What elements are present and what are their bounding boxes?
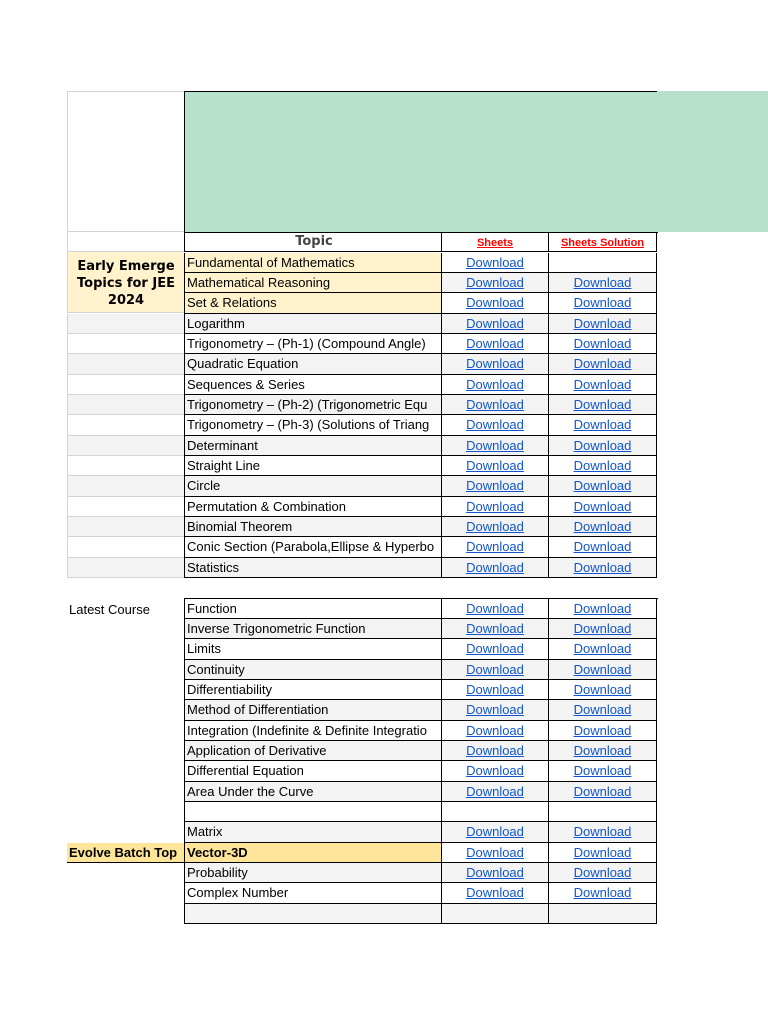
header-band-left-border <box>184 91 185 232</box>
sheet-download-link[interactable]: Download <box>466 417 524 432</box>
sheet-cell <box>441 680 548 700</box>
topic-cell-circle: Circle <box>184 476 441 497</box>
sheet-download-link[interactable]: Download <box>466 499 524 514</box>
sheet-cell <box>441 639 548 660</box>
sheet-download-link[interactable]: Download <box>466 641 524 656</box>
solution-download-link[interactable]: Download <box>573 601 632 616</box>
solution-download-link[interactable]: Download <box>573 763 632 778</box>
sheet-download-link[interactable]: Download <box>466 316 524 331</box>
sheet-download-link[interactable]: Download <box>466 845 524 860</box>
topic-cell-blank <box>184 802 441 822</box>
header-sheets: Sheets <box>476 237 514 249</box>
row-label-cell <box>67 334 184 354</box>
sheet-download-link[interactable]: Download <box>466 356 524 371</box>
sheet-cell <box>441 476 548 497</box>
solution-download-link[interactable]: Download <box>573 621 632 636</box>
topic-cell-complex-number: Complex Number <box>184 883 441 904</box>
solution-cell <box>548 822 657 843</box>
sheet-download-link[interactable]: Download <box>466 885 524 900</box>
sheet-cell <box>441 904 548 924</box>
sheet-cell <box>441 293 548 314</box>
sheet-download-link[interactable]: Download <box>466 438 524 453</box>
sheet-cell <box>441 558 548 578</box>
sheet-download-link[interactable]: Download <box>466 539 524 554</box>
topic-cell-mathematical-reasoning: Mathematical Reasoning <box>184 273 441 293</box>
topic-cell-inverse-trigonometric-function: Inverse Trigonometric Function <box>184 619 441 639</box>
sheet-download-link[interactable]: Download <box>466 478 524 493</box>
sheet-cell <box>441 619 548 639</box>
solution-cell <box>548 476 657 497</box>
sheet-download-link[interactable]: Download <box>466 336 524 351</box>
header-sheets-cell <box>441 232 548 252</box>
sheet-download-link[interactable]: Download <box>466 458 524 473</box>
solution-download-link[interactable]: Download <box>573 356 632 371</box>
solution-download-link[interactable]: Download <box>573 458 632 473</box>
topic-cell-logarithm: Logarithm <box>184 314 441 334</box>
solution-download-link[interactable]: Download <box>573 560 632 575</box>
sheet-download-link[interactable]: Download <box>466 743 524 758</box>
solution-cell <box>548 273 657 293</box>
solution-download-link[interactable]: Download <box>573 275 632 290</box>
sheet-download-link[interactable]: Download <box>466 824 524 839</box>
solution-download-link[interactable]: Download <box>573 295 632 310</box>
topic-cell-statistics: Statistics <box>184 558 441 578</box>
solution-cell <box>548 680 657 700</box>
solution-download-link[interactable]: Download <box>573 824 632 839</box>
solution-cell <box>548 802 657 822</box>
topic-cell-trigonometry-ph-1-compound-angle: Trigonometry – (Ph-1) (Compound Angle) <box>184 334 441 354</box>
topic-cell-method-of-differentiation: Method of Differentiation <box>184 700 441 721</box>
topic-cell-sequences-series: Sequences & Series <box>184 375 441 395</box>
sheet-cell <box>441 721 548 741</box>
sheet-download-link[interactable]: Download <box>466 377 524 392</box>
header-band-top-border <box>184 91 657 92</box>
solution-cell <box>548 375 657 395</box>
header-band <box>184 91 768 232</box>
solution-download-link[interactable]: Download <box>573 397 632 412</box>
sheet-download-link[interactable]: Download <box>466 682 524 697</box>
row-label-cell <box>67 497 184 517</box>
header-topic: Topic <box>184 232 441 252</box>
sheet-download-link[interactable]: Download <box>466 275 524 290</box>
sheet-cell <box>441 334 548 354</box>
early-topics-label: Early Emerge Topics for JEE 2024 <box>67 252 184 313</box>
row-label-cell <box>67 476 184 497</box>
solution-download-link[interactable]: Download <box>573 865 632 880</box>
topic-cell-differentiability: Differentiability <box>184 680 441 700</box>
topic-cell-blank <box>184 904 441 924</box>
sheet-download-link[interactable]: Download <box>466 601 524 616</box>
solution-cell <box>548 253 657 273</box>
solution-download-link[interactable]: Download <box>573 336 632 351</box>
empty-corner-cell <box>67 91 184 232</box>
row-label-cell <box>67 354 184 375</box>
solution-cell <box>548 456 657 476</box>
row-label-cell <box>67 395 184 415</box>
latest-course-label: Latest Course <box>69 602 150 617</box>
solution-download-link[interactable]: Download <box>573 539 632 554</box>
solution-cell <box>548 741 657 761</box>
sheet-download-link[interactable]: Download <box>466 662 524 677</box>
topic-cell-vector-3d: Vector-3D <box>184 843 441 863</box>
topic-cell-fundamental-of-mathematics: Fundamental of Mathematics <box>184 253 441 273</box>
sheet-cell <box>441 843 548 863</box>
topic-cell-limits: Limits <box>184 639 441 660</box>
solution-download-link[interactable]: Download <box>573 784 632 799</box>
topic-cell-permutation-combination: Permutation & Combination <box>184 497 441 517</box>
solution-cell <box>548 293 657 314</box>
topic-cell-trigonometry-ph-3-solutions-of-triang: Trigonometry – (Ph-3) (Solutions of Triang <box>184 415 441 436</box>
solution-cell <box>548 415 657 436</box>
sheet-cell <box>441 883 548 904</box>
sheet-download-link[interactable]: Download <box>466 723 524 738</box>
topic-cell-function: Function <box>184 599 441 619</box>
topic-cell-area-under-the-curve: Area Under the Curve <box>184 782 441 802</box>
solution-cell <box>548 843 657 863</box>
sheet-cell <box>441 741 548 761</box>
evolve-batch-label: Evolve Batch Top <box>67 843 184 863</box>
solution-cell <box>548 537 657 558</box>
solution-cell <box>548 782 657 802</box>
solution-cell <box>548 517 657 537</box>
row-label-cell <box>67 537 184 558</box>
sheet-download-link[interactable]: Download <box>466 763 524 778</box>
sheet-cell <box>441 253 548 273</box>
solution-cell <box>548 558 657 578</box>
sheet-download-link[interactable]: Download <box>466 560 524 575</box>
topic-cell-integration-indefinite-definite-integratio: Integration (Indefinite & Definite Integratio <box>184 721 441 741</box>
solution-download-link[interactable]: Download <box>573 478 632 493</box>
solution-download-link[interactable]: Download <box>573 702 632 717</box>
solution-download-link[interactable]: Download <box>573 743 632 758</box>
solution-cell <box>548 334 657 354</box>
solution-cell <box>548 761 657 782</box>
solution-cell <box>548 619 657 639</box>
topic-cell-straight-line: Straight Line <box>184 456 441 476</box>
solution-cell <box>548 700 657 721</box>
sheet-cell <box>441 599 548 619</box>
topic-cell-trigonometry-ph-2-trigonometric-equ: Trigonometry – (Ph-2) (Trigonometric Equ <box>184 395 441 415</box>
row-label-cell <box>67 456 184 476</box>
sheet-cell <box>441 354 548 375</box>
sheet-cell <box>441 822 548 843</box>
solution-cell <box>548 354 657 375</box>
solution-download-link[interactable]: Download <box>573 641 632 656</box>
row-label-cell <box>67 375 184 395</box>
solution-cell <box>548 314 657 334</box>
solution-download-link[interactable]: Download <box>573 519 632 534</box>
topic-cell-continuity: Continuity <box>184 660 441 680</box>
topic-cell-set-relations: Set & Relations <box>184 293 441 314</box>
solution-cell <box>548 436 657 456</box>
sheet-download-link[interactable]: Download <box>466 295 524 310</box>
solution-download-link[interactable]: Download <box>573 438 632 453</box>
sheet-download-link[interactable]: Download <box>466 784 524 799</box>
row-label-cell <box>67 314 184 334</box>
topic-cell-determinant: Determinant <box>184 436 441 456</box>
solution-download-link[interactable]: Download <box>573 885 632 900</box>
solution-cell <box>548 883 657 904</box>
header-label-cell <box>67 232 184 252</box>
sheet-cell <box>441 395 548 415</box>
solution-cell <box>548 395 657 415</box>
header-solutions: Sheets Solution <box>560 237 645 249</box>
solution-download-link[interactable]: Download <box>573 499 632 514</box>
solution-download-link[interactable]: Download <box>573 417 632 432</box>
topic-cell-conic-section-parabola-ellipse-hyperbo: Conic Section (Parabola,Ellipse & Hyperbo <box>184 537 441 558</box>
sheet-cell <box>441 415 548 436</box>
topic-cell-quadratic-equation: Quadratic Equation <box>184 354 441 375</box>
topic-cell-probability: Probability <box>184 863 441 883</box>
solution-cell <box>548 639 657 660</box>
sheet-cell <box>441 802 548 822</box>
sheet-cell <box>441 660 548 680</box>
solution-cell <box>548 721 657 741</box>
sheet-cell <box>441 314 548 334</box>
sheet-cell <box>441 537 548 558</box>
sheet-download-link[interactable]: Download <box>466 255 524 270</box>
row-label-cell <box>67 517 184 537</box>
topic-cell-application-of-derivative: Application of Derivative <box>184 741 441 761</box>
sheet-cell <box>441 436 548 456</box>
sheet-cell <box>441 761 548 782</box>
solution-download-link[interactable]: Download <box>573 662 632 677</box>
sheet-download-link[interactable]: Download <box>466 865 524 880</box>
row-label-cell <box>67 436 184 456</box>
topic-cell-matrix: Matrix <box>184 822 441 843</box>
solution-cell <box>548 660 657 680</box>
solution-download-link[interactable]: Download <box>573 723 632 738</box>
sheet-cell <box>441 273 548 293</box>
sheet-cell <box>441 863 548 883</box>
solution-cell <box>548 497 657 517</box>
sheet-download-link[interactable]: Download <box>466 397 524 412</box>
solution-download-link[interactable]: Download <box>573 316 632 331</box>
solution-download-link[interactable]: Download <box>573 377 632 392</box>
sheet-cell <box>441 456 548 476</box>
section-gap-border <box>67 577 184 578</box>
solution-cell <box>548 599 657 619</box>
sheet-download-link[interactable]: Download <box>466 621 524 636</box>
topic-cell-differential-equation: Differential Equation <box>184 761 441 782</box>
solution-download-link[interactable]: Download <box>573 845 632 860</box>
topic-cell-binomial-theorem: Binomial Theorem <box>184 517 441 537</box>
sheet-cell <box>441 700 548 721</box>
sheet-download-link[interactable]: Download <box>466 702 524 717</box>
row-label-cell <box>67 415 184 436</box>
header-solutions-cell <box>548 232 657 252</box>
solution-cell <box>548 863 657 883</box>
row-label-cell <box>67 558 184 578</box>
sheet-cell <box>441 517 548 537</box>
solution-download-link[interactable]: Download <box>573 682 632 697</box>
solution-cell <box>548 904 657 924</box>
sheet-download-link[interactable]: Download <box>466 519 524 534</box>
sheet-cell <box>441 375 548 395</box>
sheet-cell <box>441 782 548 802</box>
sheet-cell <box>441 497 548 517</box>
